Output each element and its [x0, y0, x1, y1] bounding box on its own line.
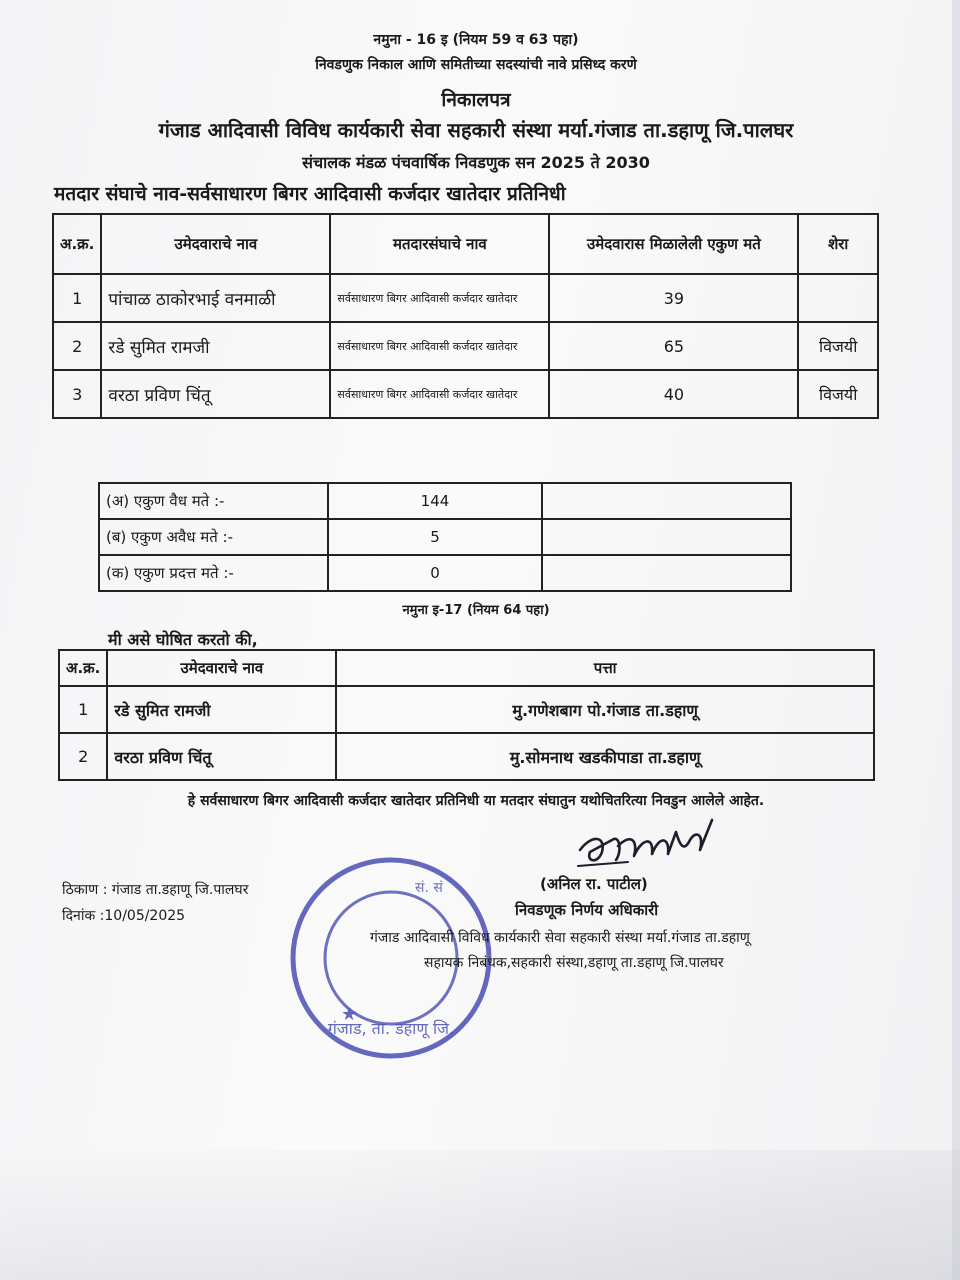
col-constituency: मतदारसंघाचे नाव — [330, 214, 549, 274]
page-shadow — [0, 1150, 960, 1280]
table-row — [99, 555, 791, 591]
form2-number: नमुना इ-17 (नियम 64 पहा) — [402, 603, 550, 618]
totals-blank — [542, 483, 791, 519]
sr-cell: 3 — [53, 370, 101, 418]
totals-label: (अ) एकुण वैध मते :- — [99, 483, 328, 519]
remark-cell: विजयी — [798, 322, 878, 370]
conclusion-text: हे सर्वसाधारण बिगर आदिवासी कर्जदार खातेदार प्रतिनिधी या मतदार संघातुन यथोचितरित्या निवडुन आलेले आहेत. — [187, 793, 765, 809]
remark-cell — [798, 274, 878, 322]
results-table — [52, 213, 879, 419]
organization-line: गंजाड आदिवासी विविध कार्यकारी सेवा सहकारी संस्था मर्या.गंजाड ता.डहाणू जि.पालघर — [158, 118, 794, 142]
votes-cell: 65 — [549, 322, 798, 370]
sr-cell: 1 — [59, 686, 107, 733]
constituency-cell: सर्वसाधारण बिगर आदिवासी कर्जदार खातेदार — [330, 274, 549, 322]
table-row — [99, 483, 791, 519]
sr-cell: 2 — [53, 322, 101, 370]
col-sr: अ.क्र. — [53, 214, 101, 274]
votes-cell: 40 — [549, 370, 798, 418]
totals-label: (ब) एकुण अवैध मते :- — [99, 519, 328, 555]
results-header-row — [53, 214, 878, 274]
candidate-name: रडे सुमित रामजी — [107, 686, 336, 733]
totals-value: 0 — [328, 555, 542, 591]
col-candidate: उमेदवाराचे नाव — [101, 214, 330, 274]
sr-cell: 1 — [53, 274, 101, 322]
totals-label: (क) एकुण प्रदत्त मते :- — [99, 555, 328, 591]
totals-value: 5 — [328, 519, 542, 555]
officer-post: सहायक निबंधक,सहकारी संस्था,डहाणू ता.डहाणू जि.पालघर — [424, 955, 724, 971]
votes-cell: 39 — [549, 274, 798, 322]
col-address: पत्ता — [336, 650, 874, 686]
constituency-title: मतदार संघाचे नाव-सर्वसाधारण बिगर आदिवासी कर्जदार खातेदार प्रतिनिधी — [54, 183, 566, 205]
totals-value: 144 — [328, 483, 542, 519]
signature-image — [572, 812, 722, 874]
table-row — [59, 686, 874, 733]
svg-text:सं. सं: सं. सं — [415, 880, 443, 896]
elected-table — [58, 649, 875, 781]
document-title: निकालपत्र — [441, 89, 511, 111]
officer-name: (अनिल रा. पाटील) — [540, 875, 648, 893]
place-text: ठिकाण : गंजाड ता.डहाणू जि.पालघर — [62, 882, 249, 898]
document-subtitle: निवडणुक निकाल आणि समितीच्या सदस्यांची नावे प्रसिध्द करणे — [315, 57, 637, 73]
table-row — [53, 322, 878, 370]
election-line: संचालक मंडळ पंचवार्षिक निवडणुक सन 2025 ते 2030 — [302, 153, 650, 172]
table-row — [53, 274, 878, 322]
totals-blank — [542, 555, 791, 591]
col-votes: उमेदवारास मिळालेली एकुण मते — [549, 214, 798, 274]
table-row — [59, 733, 874, 780]
col-sr: अ.क्र. — [59, 650, 107, 686]
address-cell: मु.सोमनाथ खडकीपाडा ता.डहाणू — [336, 733, 874, 780]
officer-title: निवडणूक निर्णय अधिकारी — [515, 901, 659, 919]
candidate-name: रडे सुमित रामजी — [101, 322, 330, 370]
officer-organization: गंजाड आदिवासी विविध कार्यकारी सेवा सहकारी संस्था मर्या.गंजाड ता.डहाणू — [370, 930, 750, 946]
address-cell: मु.गणेशबाग पो.गंजाड ता.डहाणू — [336, 686, 874, 733]
candidate-name: वरठा प्रविण चिंतू — [101, 370, 330, 418]
table-row — [99, 519, 791, 555]
constituency-cell: सर्वसाधारण बिगर आदिवासी कर्जदार खातेदार — [330, 370, 549, 418]
candidate-name: पांचाळ ठाकोरभाई वनमाळी — [101, 274, 330, 322]
remark-cell: विजयी — [798, 370, 878, 418]
constituency-cell: सर्वसाधारण बिगर आदिवासी कर्जदार खातेदार — [330, 322, 549, 370]
svg-text:गंजाड, ता. डहाणू जि.: गंजाड, ता. डहाणू जि. — [327, 1019, 455, 1038]
declaration-text: मी असे घोषित करतो की, — [108, 630, 258, 649]
col-candidate: उमेदवाराचे नाव — [107, 650, 336, 686]
candidate-name: वरठा प्रविण चिंतू — [107, 733, 336, 780]
totals-table — [98, 482, 792, 592]
sr-cell: 2 — [59, 733, 107, 780]
form-number: नमुना - 16 इ (नियम 59 व 63 पहा) — [373, 32, 579, 48]
col-remark: शेरा — [798, 214, 878, 274]
table-row — [53, 370, 878, 418]
svg-text:★: ★ — [341, 1004, 358, 1025]
elected-header-row — [59, 650, 874, 686]
date-text: दिनांक :10/05/2025 — [62, 908, 186, 924]
totals-blank — [542, 519, 791, 555]
